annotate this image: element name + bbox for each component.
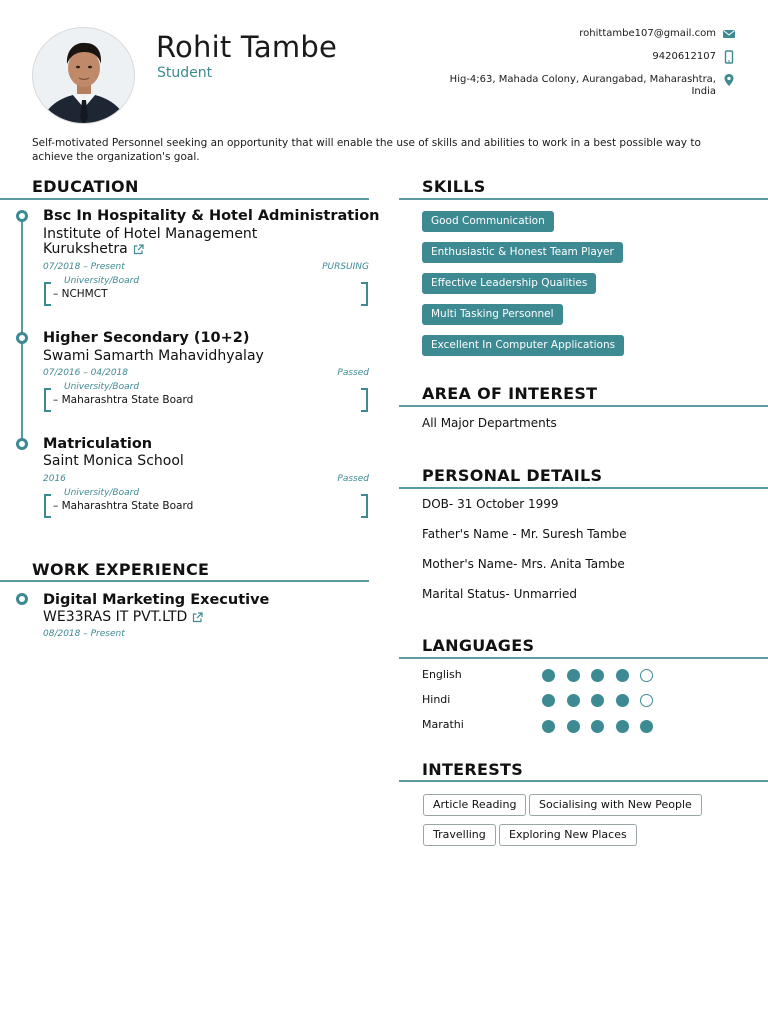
bracket-right bbox=[361, 388, 368, 412]
proficiency-dot bbox=[542, 720, 555, 733]
proficiency-dot bbox=[591, 694, 604, 707]
education-divider bbox=[0, 198, 369, 200]
board-label: University/Board bbox=[64, 488, 140, 498]
languages-divider bbox=[399, 657, 768, 659]
interest-tag: Travelling bbox=[423, 824, 496, 846]
education-dates: 07/2016 – 04/2018 bbox=[43, 368, 128, 378]
proficiency-dot bbox=[567, 669, 580, 682]
external-link-icon[interactable] bbox=[133, 244, 144, 255]
timeline-dot bbox=[16, 438, 28, 450]
education-dates: 2016 bbox=[43, 474, 66, 484]
interests-heading: INTERESTS bbox=[422, 760, 524, 779]
languages-heading: LANGUAGES bbox=[422, 636, 535, 655]
bracket-right bbox=[361, 282, 368, 306]
education-status: PURSUING bbox=[322, 262, 369, 272]
bracket-left bbox=[44, 388, 51, 412]
area-of-interest-divider bbox=[399, 405, 768, 407]
board-value: – NCHMCT bbox=[53, 288, 108, 300]
board-name: Maharashtra State Board bbox=[61, 500, 194, 512]
location-pin-icon bbox=[722, 73, 736, 87]
area-of-interest-value: All Major Departments bbox=[422, 416, 557, 430]
skill-tag: Enthusiastic & Honest Team Player bbox=[422, 242, 623, 263]
work-company: WE33RAS IT PVT.LTD bbox=[43, 609, 188, 625]
education-degree: Higher Secondary (10+2) bbox=[43, 330, 250, 346]
proficiency-dot bbox=[567, 720, 580, 733]
profile-photo bbox=[32, 27, 135, 124]
skill-tag: Excellent In Computer Applications bbox=[422, 335, 624, 356]
education-degree: Bsc In Hospitality & Hotel Administration bbox=[43, 208, 380, 224]
proficiency-dot bbox=[591, 720, 604, 733]
proficiency-dot bbox=[640, 694, 653, 707]
education-status: Passed bbox=[337, 474, 369, 484]
language-name: Marathi bbox=[422, 718, 464, 731]
proficiency-dot bbox=[616, 669, 629, 682]
professional-summary: Self-motivated Personnel seeking an opportunity that will enable the use of skills and abilities to work in a best possible way to achieve the organization's goal. bbox=[32, 137, 701, 163]
work-company-line[interactable] bbox=[43, 609, 203, 625]
interest-tag: Socialising with New People bbox=[529, 794, 702, 816]
proficiency-dot bbox=[542, 669, 555, 682]
board-value: – Maharashtra State Board bbox=[53, 394, 194, 406]
interest-tag: Exploring New Places bbox=[499, 824, 637, 846]
bracket-right bbox=[361, 494, 368, 518]
address bbox=[450, 74, 716, 98]
language-name: English bbox=[422, 668, 462, 681]
proficiency-dot bbox=[640, 669, 653, 682]
proficiency-dot bbox=[640, 720, 653, 733]
personal-detail: Mother's Name- Mrs. Anita Tambe bbox=[422, 557, 625, 571]
work-experience-heading: WORK EXPERIENCE bbox=[32, 560, 210, 579]
address-line-1: Hig-4;63, Mahada Colony, Aurangabad, Maharashtra, bbox=[449, 74, 716, 85]
skill-tag: Good Communication bbox=[422, 211, 554, 232]
personal-detail: DOB- 31 October 1999 bbox=[422, 497, 559, 511]
work-position: Digital Marketing Executive bbox=[43, 592, 270, 608]
proficiency-dot bbox=[616, 694, 629, 707]
interest-tag: Article Reading bbox=[423, 794, 526, 816]
timeline-dot bbox=[16, 210, 28, 222]
phone-number[interactable]: 9420612107 bbox=[652, 51, 716, 62]
proficiency-dot bbox=[591, 669, 604, 682]
language-name: Hindi bbox=[422, 693, 451, 706]
area-of-interest-heading: AREA OF INTEREST bbox=[422, 384, 598, 403]
address-line-2: India bbox=[691, 86, 716, 97]
timeline-dot bbox=[16, 593, 28, 605]
external-link-icon[interactable] bbox=[192, 612, 203, 623]
personal-details-heading: PERSONAL DETAILS bbox=[422, 466, 603, 485]
board-label: University/Board bbox=[64, 276, 140, 286]
skills-divider bbox=[399, 198, 768, 200]
skill-tag: Effective Leadership Qualities bbox=[422, 273, 596, 294]
work-dates: 08/2018 – Present bbox=[43, 629, 125, 639]
education-status: Passed bbox=[337, 368, 369, 378]
education-dates: 07/2018 – Present bbox=[43, 262, 125, 272]
proficiency-dot bbox=[542, 694, 555, 707]
education-institute-line2[interactable] bbox=[43, 241, 144, 257]
envelope-icon bbox=[722, 27, 736, 41]
board-label: University/Board bbox=[64, 382, 140, 392]
education-institute: Saint Monica School bbox=[43, 453, 184, 469]
personal-detail: Marital Status- Unmarried bbox=[422, 587, 577, 601]
education-degree: Matriculation bbox=[43, 436, 153, 452]
email-address[interactable]: rohittambe107@gmail.com bbox=[579, 28, 716, 39]
candidate-name: Rohit Tambe bbox=[156, 30, 338, 64]
board-name: NCHMCT bbox=[61, 288, 108, 300]
skills-heading: SKILLS bbox=[422, 177, 486, 196]
proficiency-dot bbox=[567, 694, 580, 707]
proficiency-dot bbox=[616, 720, 629, 733]
work-experience-divider bbox=[0, 580, 369, 582]
mobile-phone-icon bbox=[722, 50, 736, 64]
personal-details-divider bbox=[399, 487, 768, 489]
education-institute-city: Kurukshetra bbox=[43, 241, 128, 257]
timeline-dot bbox=[16, 332, 28, 344]
skill-tag: Multi Tasking Personnel bbox=[422, 304, 563, 325]
bracket-left bbox=[44, 494, 51, 518]
education-institute: Institute of Hotel Management bbox=[43, 226, 258, 242]
board-name: Maharashtra State Board bbox=[61, 394, 194, 406]
interests-divider bbox=[399, 780, 768, 782]
education-heading: EDUCATION bbox=[32, 177, 139, 196]
board-value: – Maharashtra State Board bbox=[53, 500, 194, 512]
personal-detail: Father's Name - Mr. Suresh Tambe bbox=[422, 527, 627, 541]
education-institute: Swami Samarth Mahavidhyalay bbox=[43, 348, 264, 364]
candidate-role: Student bbox=[157, 65, 213, 81]
bracket-left bbox=[44, 282, 51, 306]
